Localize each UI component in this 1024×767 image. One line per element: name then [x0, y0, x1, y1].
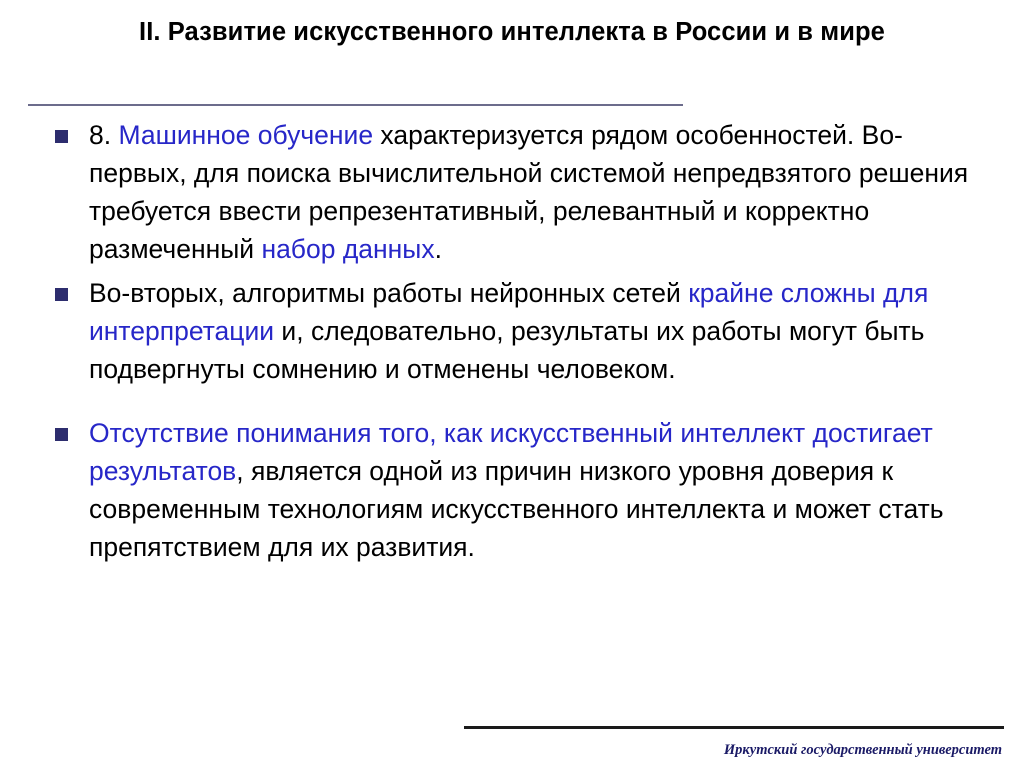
bullet-3-seg-0: Отсутствие понимания того, как искусственный интеллект достигает результатов: [89, 418, 933, 486]
bullet-marker-icon: [55, 130, 68, 143]
bullet-1-seg-3: набор данных: [261, 234, 435, 264]
bullet-marker-icon: [55, 428, 68, 441]
list-item: [55, 116, 985, 268]
bullet-text-2: [89, 274, 985, 388]
list-item: [55, 414, 985, 566]
bullet-1-seg-0: 8.: [89, 120, 119, 150]
list-item: [55, 274, 985, 388]
footer-divider: [464, 726, 1004, 729]
bullet-1-seg-4: .: [434, 234, 442, 264]
page-title: II. Развитие искусственного интеллекта в России и в мире: [139, 18, 885, 46]
bullet-2-seg-1: крайне сложны для интерпретации: [89, 278, 929, 346]
bullet-2-seg-2: и, следовательно, результаты их работы могут быть подвергнуты сомнению и отменены человеком.: [89, 316, 925, 384]
footer-text: Иркутский государственный университет: [723, 742, 1002, 758]
title-divider: [28, 104, 683, 106]
bullet-1-seg-2: характеризуется рядом особенностей. Во-первых, для поиска вычислительной системой непредвзятого решения требуется ввести репрезентативный, релевантный и корректно размеченный: [89, 120, 969, 264]
bullet-marker-icon: [55, 288, 68, 301]
bullet-1-seg-1: Машинное обучение: [118, 120, 374, 150]
bullet-text-3: [89, 414, 985, 566]
bullet-3-seg-1: , является одной из причин низкого уровня доверия к современным технологиям искусственного интеллекта и может стать препятствием для их развития.: [89, 456, 944, 562]
bullet-text-1: [89, 116, 985, 268]
slide-body: [55, 116, 985, 572]
bullet-2-seg-0: Во-вторых, алгоритмы работы нейронных сетей: [89, 278, 689, 308]
